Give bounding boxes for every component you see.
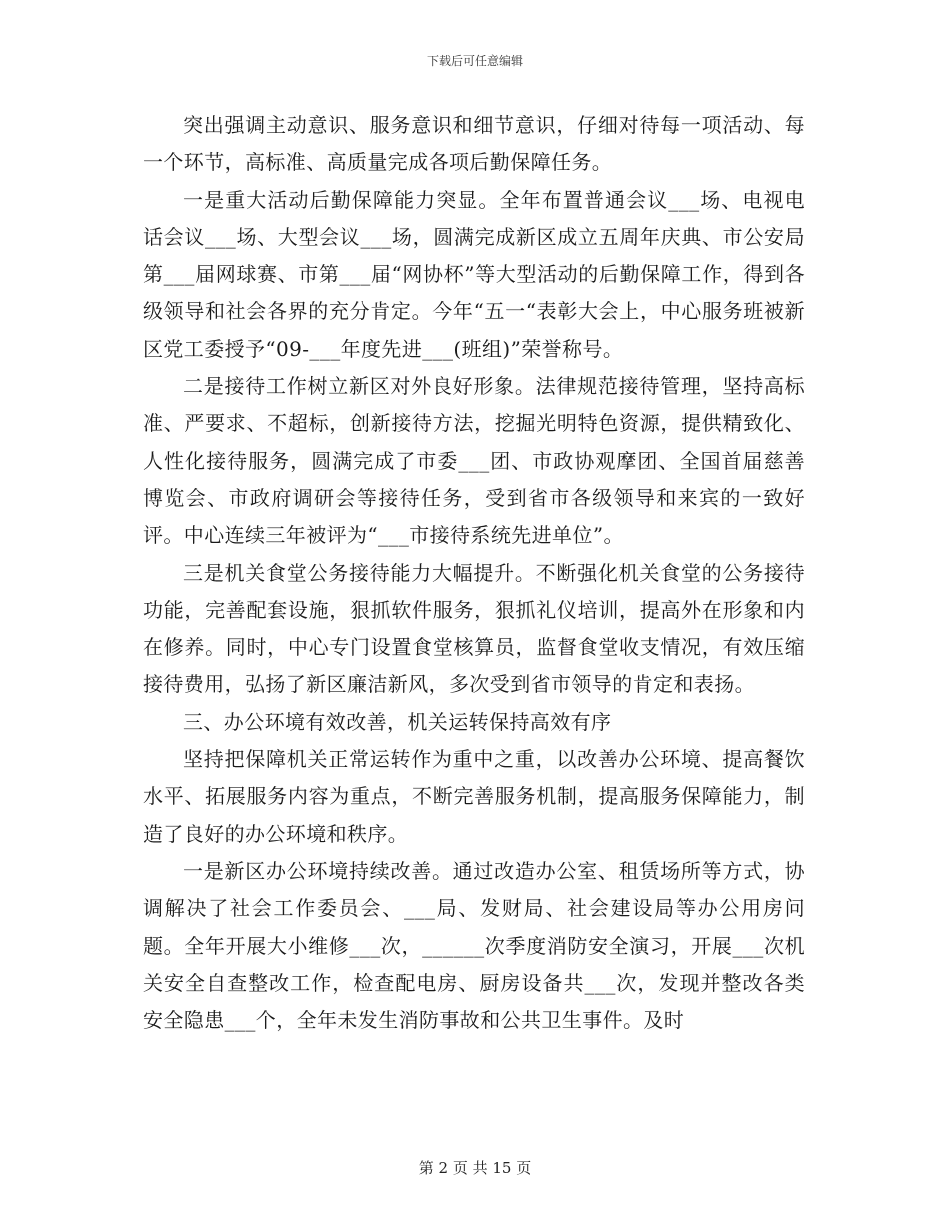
paragraph-6: 一是新区办公环境持续改善。通过改造办公室、租赁场所等方式，协调解决了社会工作委员会、___局、发财局、社会建设局等办公用房问题。全年开展大小维修___次，______次季度消防安全演习，开展___次机关安全自查整改工作，检查配电房、厨房设备共___次，发现并整改各类安全隐患___个，全年未发生消防事故和公共卫生事件。及时 <box>143 858 805 1033</box>
page-footer: 第 2 页 共 15 页 <box>418 1159 532 1177</box>
page-header: 下载后可任意编辑 <box>426 54 523 68</box>
document-body <box>143 107 805 1039</box>
paragraph-3: 二是接待工作树立新区对外良好形象。法律规范接待管理，坚持高标准、严要求、不超标，创新接待方法，挖掘光明特色资源，提供精致化、人性化接待服务，圆满完成了市委___团、市政协观摩团、全国首届慈善博览会、市政府调研会等接待任务，受到省市各级领导和来宾的一致好评。中心连续三年被评为“___市接待系统先进单位”。 <box>143 374 805 548</box>
paragraph-1: 突出强调主动意识、服务意识和细节意识，仔细对待每一项活动、每一个环节，高标准、高质量完成各项后勤保障任务。 <box>143 113 805 175</box>
section-heading-3: 三、办公环境有效改善，机关运转保持高效有序 <box>183 709 612 734</box>
paragraph-5: 坚持把保障机关正常运转作为重中之重，以改善办公环境、提高餐饮水平、拓展服务内容为重点，不断完善服务机制，提高服务保障能力，制造了良好的办公环境和秩序。 <box>143 747 805 846</box>
paragraph-4: 三是机关食堂公务接待能力大幅提升。不断强化机关食堂的公务接待功能，完善配套设施，狠抓软件服务，狠抓礼仪培训，提高外在形象和内在修养。同时，中心专门设置食堂核算员，监督食堂收支情况，有效压缩接待费用，弘扬了新区廉洁新风，多次受到省市领导的肯定和表扬。 <box>143 560 805 697</box>
paragraph-2: 一是重大活动后勤保障能力突显。全年布置普通会议___场、电视电话会议___场、大型会议___场，圆满完成新区成立五周年庆典、市公安局第___届网球赛、市第___届“网协杯”等大型活动的后勤保障工作，得到各级领导和社会各界的充分肯定。今年“五一“表彰大会上，中心服务班被新区党工委授予“09-___年度先进___(班组)”荣誉称号。 <box>143 187 805 361</box>
